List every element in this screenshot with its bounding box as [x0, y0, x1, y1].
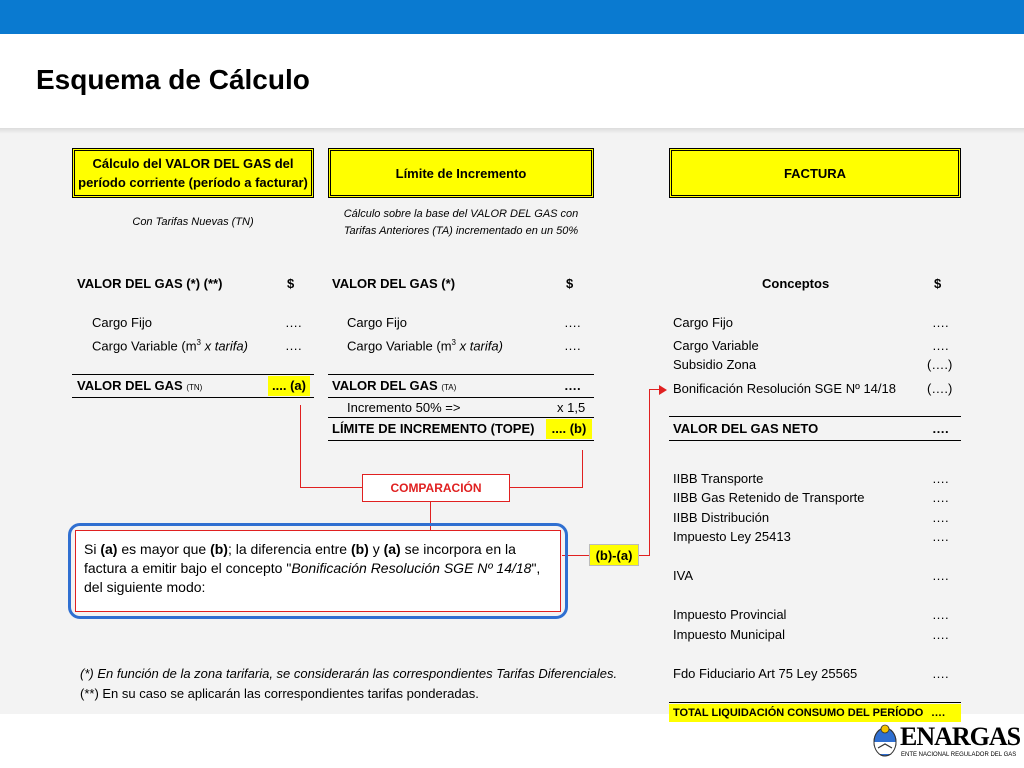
logo-tagline: ENTE NACIONAL REGULADOR DEL GAS [901, 752, 1017, 758]
col1-divider-top [72, 374, 314, 375]
col2-fixed-value: …. [564, 315, 581, 330]
col3-divider-net-bottom [669, 440, 961, 441]
col3-tax-value: …. [932, 627, 949, 642]
col3-currency: $ [934, 276, 942, 291]
col2-divider-mid [328, 397, 594, 398]
enargas-logo [872, 722, 1021, 762]
col3-tax-value: …. [932, 568, 949, 583]
col3-tax-label: Impuesto Provincial [673, 607, 787, 622]
col3-row-label: Subsidio Zona [673, 357, 757, 372]
header-invoice: FACTURA [669, 148, 961, 198]
logo-wordmark: ENARGAS [900, 722, 1021, 751]
col3-net-label: VALOR DEL GAS NETO [673, 421, 819, 436]
connector-b-vertical [582, 450, 583, 488]
col1-label: VALOR DEL GAS (*) (**) [77, 276, 223, 291]
col1-total-label: VALOR DEL GAS (TN) [77, 378, 203, 393]
col1-divider-bottom [72, 397, 314, 398]
col3-tax-label: Fdo Fiduciario Art 75 Ley 25565 [673, 666, 858, 681]
col2-divider-bottom [328, 440, 594, 441]
col3-concepts-label: Conceptos [762, 276, 830, 291]
header-current-period: Cálculo del VALOR DEL GAS del período corriente (período a facturar) [72, 148, 314, 198]
col3-tax-value: …. [932, 471, 949, 486]
top-accent-bar [0, 0, 1024, 34]
header-increment-limit: Límite de Incremento [328, 148, 594, 198]
col1-fixed-value: …. [285, 315, 302, 330]
col1-fixed-charge: Cargo Fijo [92, 315, 152, 330]
col2-total-value: …. [564, 378, 581, 393]
col3-tax-label: IIBB Transporte [673, 471, 764, 486]
col2-fixed-charge: Cargo Fijo [347, 315, 407, 330]
col3-tax-value: …. [932, 607, 949, 622]
col2-currency: $ [566, 276, 574, 291]
col3-tax-label: Impuesto Ley 25413 [673, 529, 791, 544]
col1-variable-value: …. [285, 338, 302, 353]
col3-tax-value: …. [932, 510, 949, 525]
connector-b-horizontal [510, 487, 583, 488]
col2-total-label: VALOR DEL GAS (TA) [332, 378, 457, 393]
comparison-box: COMPARACIÓN [362, 474, 510, 502]
col2-variable-charge: Cargo Variable ($m^3$ x tarifa) [347, 338, 503, 354]
connector-a-vertical [300, 405, 301, 488]
col3-row-label: Cargo Fijo [673, 315, 733, 330]
col2-increment-label: Incremento 50% => [347, 400, 461, 415]
col3-row-label: Bonificación Resolución SGE Nº 14/18 [673, 381, 896, 396]
col1-currency: $ [287, 276, 295, 291]
difference-box: (b)-(a) [589, 544, 639, 566]
col2-limit-label: LÍMITE DE INCREMENTO (TOPE) [332, 421, 535, 436]
col3-tax-value: …. [932, 490, 949, 505]
col3-tax-value: …. [932, 666, 949, 681]
col3-total-label: TOTAL LIQUIDACIÓN CONSUMO DEL PERÍODO [673, 707, 924, 719]
col2-limit-value-b: .... (b) [546, 419, 592, 439]
col2-label: VALOR DEL GAS (*) [332, 276, 456, 291]
connector-a-horizontal [300, 487, 362, 488]
col3-row-value: (….) [927, 357, 953, 372]
footnote-1: (*) En función de la zona tarifaria, se considerarán las correspondientes Tarifas Diferenciales. [80, 666, 618, 681]
col2-divider-limit [328, 417, 594, 418]
col3-divider-total [669, 702, 961, 703]
page-title: Esquema de Cálculo [36, 64, 310, 95]
connector-diff-right [639, 555, 649, 556]
col3-tax-label: IVA [673, 568, 693, 583]
col2-increment-value: x 1,5 [557, 400, 586, 415]
col2-divider-top [328, 374, 594, 375]
col3-row-value: …. [932, 315, 949, 330]
footer-area [0, 714, 1024, 768]
note-text: Si (a) es mayor que (b); la diferencia entre (b) y (a) se incorpora en la factura a emitir bajo el concepto "Bonificación Resolución SGE Nº 14/18", del siguiente modo: [84, 541, 541, 595]
col3-divider-net-top [669, 416, 961, 417]
col3-tax-value: …. [932, 529, 949, 544]
col1-total-value-a: .... (a) [268, 376, 310, 396]
col3-row-label: Cargo Variable [673, 338, 759, 353]
connector-diff-up [649, 389, 650, 556]
col2-variable-value: …. [564, 338, 581, 353]
coat-of-arms-icon [872, 724, 898, 758]
col3-tax-label: IIBB Distribución [673, 510, 770, 525]
subtitle-new-tariffs: Con Tarifas Nuevas (TN) [132, 216, 254, 228]
arrowhead-icon [659, 385, 667, 395]
col3-row-value: …. [932, 338, 949, 353]
subtitle-limit-line-2: Tarifas Anteriores (TA) incrementado en un 50% [343, 225, 579, 237]
col3-total-row [669, 704, 961, 722]
col3-row-value: (….) [927, 381, 953, 396]
col3-net-value: …. [932, 421, 949, 436]
col3-tax-label: Impuesto Municipal [673, 627, 785, 642]
footnote-2: (**) En su caso se aplicarán las correspondientes tarifas ponderadas. [80, 686, 479, 701]
col1-variable-charge: Cargo Variable ($m^3$ x tarifa) [92, 338, 248, 354]
col3-total-value: …. [931, 707, 946, 719]
col3-tax-label: IIBB Gas Retenido de Transporte [673, 490, 865, 505]
subtitle-limit-line-1: Cálculo sobre la base del VALOR DEL GAS con [343, 208, 579, 220]
